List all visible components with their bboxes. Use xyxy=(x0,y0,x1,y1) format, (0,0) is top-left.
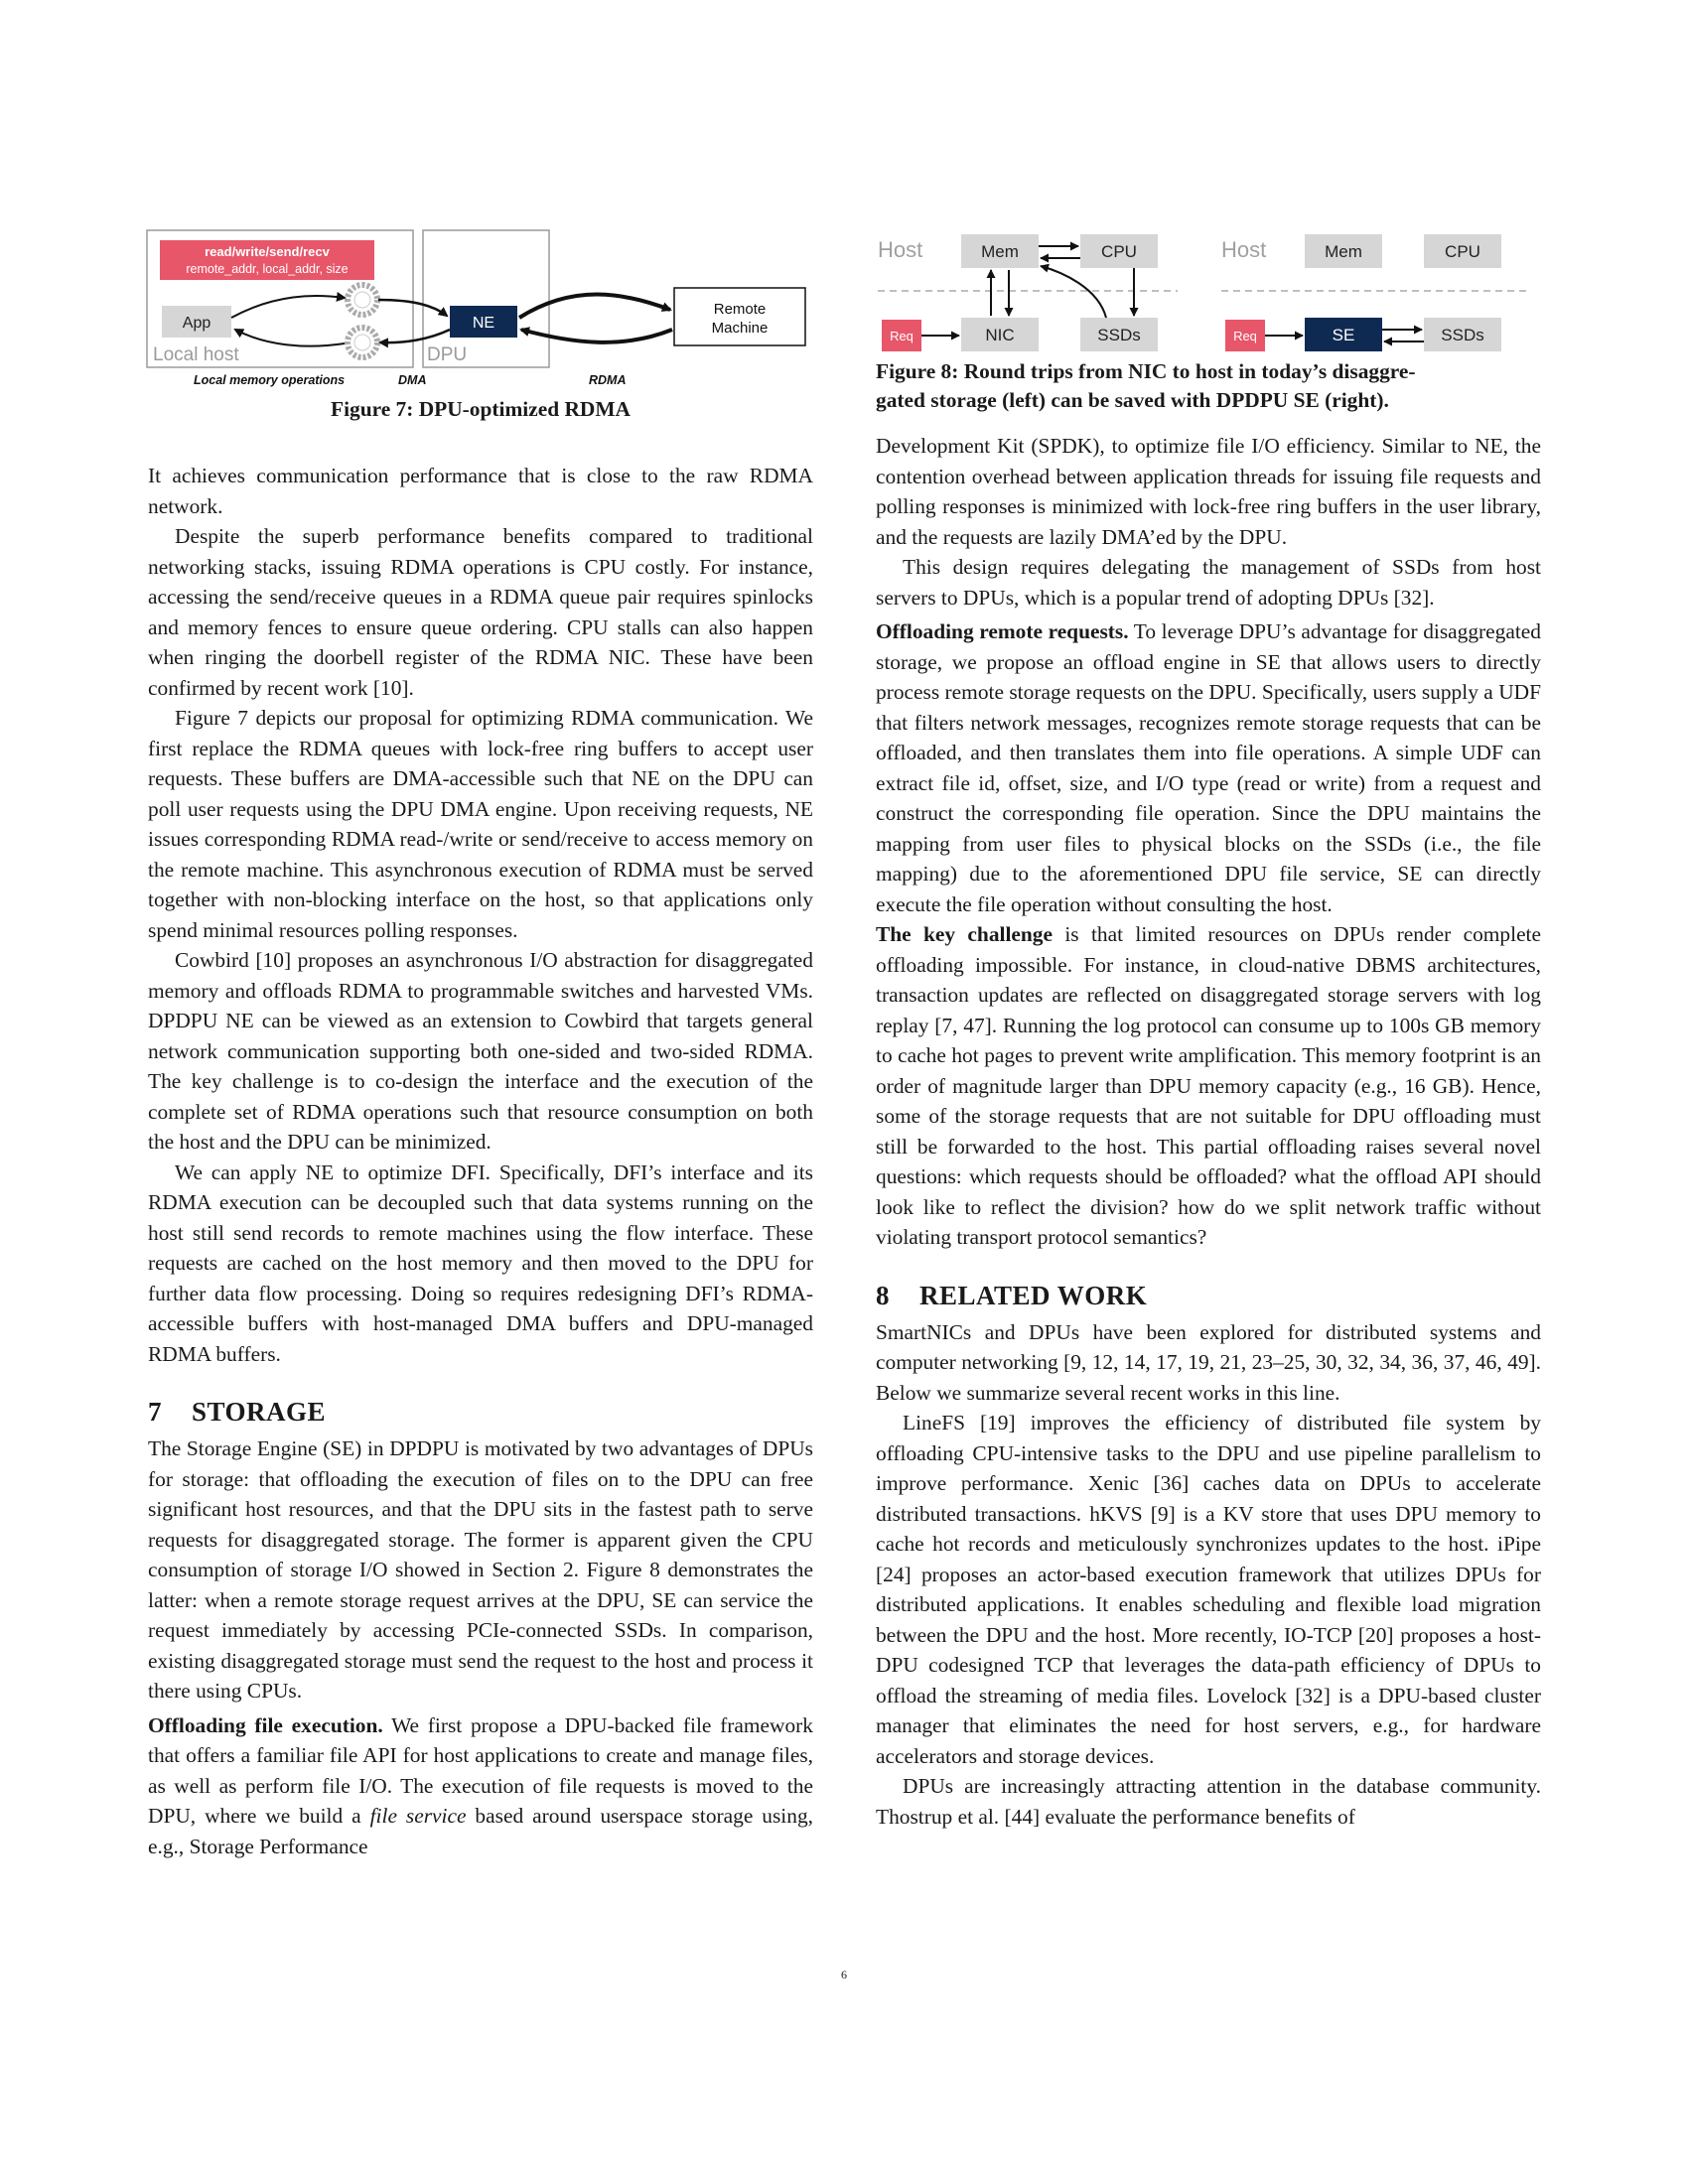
figure-8-diagram xyxy=(874,226,1549,355)
section-8-number: 8 xyxy=(876,1280,890,1310)
fig8-left-ssds-to-mem-arrow xyxy=(1041,266,1106,318)
figure-7-diagram xyxy=(146,226,821,393)
bottom-rdma-label: RDMA xyxy=(589,373,627,387)
left-paragraph-6: The Storage Engine (SE) in DPDPU is motivated by two advantages of DPUs for storage: that offloading the execution of files on to the DPU can free significant host resources, and that the DPU sits in the fastest path to serve requests for disaggregated storage. The former is apparent given the CPU consumption of storage I/O showed in Section 2. Figure 8 demonstrates the latter: when a remote storage request arrives at the DPU, SE can service the request immediately by accessing PCIe-connected SSDs. In comparison, existing disaggregated storage must send the request to the host and process it there using CPUs. xyxy=(148,1436,813,1703)
fig8-left-ssds-label: SSDs xyxy=(1097,326,1141,344)
right-paragraph-3 xyxy=(876,616,1541,919)
left-paragraph-4: Cowbird [10] proposes an asynchronous I/O abstraction for disaggregated memory and offloads RDMA to programmable switches and harvested VMs. DPDPU NE can be viewed as an extension to Cowbird that targets general network communication supporting both one-sided and two-sided RDMA. The key challenge is to co-design the interface and the execution of the complete set of RDMA operations such that resource consumption on both the host and the DPU can be minimized. xyxy=(148,948,813,1154)
figure-8-caption-line2: gated storage (left) can be saved with DPDPU SE (right). xyxy=(876,388,1389,412)
fig8-left-cpu-label: CPU xyxy=(1101,242,1137,261)
fig8-right-se-label: SE xyxy=(1332,326,1355,344)
figure-7-caption: Figure 7: DPU-optimized RDMA xyxy=(331,397,631,421)
fig8-left-nic-label: NIC xyxy=(985,326,1015,344)
ne-label: NE xyxy=(472,315,495,332)
left-column xyxy=(148,461,813,1861)
left-paragraph-3: Figure 7 depicts our proposal for optimizing RDMA communication. We first replace the RDMA queues with lock-free ring buffers to accept user requests. These buffers are DMA-accessible such that NE on the DPU can poll user requests using the DPU DMA engine. Upon receiving requests, NE issues corresponding RDMA read-/write or send/receive to access memory on the remote machine. This asynchronous execution of RDMA must be served together with non-blocking interface on the host, so that applications only spend minimal resources polling responses. xyxy=(148,706,813,942)
section-8-heading xyxy=(876,1281,1541,1311)
right-paragraph-3-text: To leverage DPU’s advantage for disaggregated storage, we propose an offload engine in SE that allows users to directly process remote storage requests on the DPU. Specifically, users supply a UDF that filters network messages, recognizes remote storage requests that can be offloaded, and then translates them into file operations. A simple UDF can extract file id, offset, size, and I/O type (read or write) from a request and construct the corresponding file operation. Since the DPU maintains the mapping from user files to physical blocks on the SSDs (i.e., the file mapping) due to the aforementioned DPU file service, SE can directly execute the file operation without consulting the host. xyxy=(876,619,1541,916)
runin-offloading-remote-requests: Offloading remote requests. xyxy=(876,619,1129,643)
page-number: 6 xyxy=(841,1968,847,1981)
buffer-to-app-arrow xyxy=(235,330,345,346)
fig8-left-mem-label: Mem xyxy=(981,242,1019,261)
remote-line2: Machine xyxy=(711,320,769,337)
runin-offloading-file-execution: Offloading file execution. xyxy=(148,1712,383,1737)
ne-to-remote-arrow xyxy=(519,295,670,319)
right-paragraph-5: SmartNICs and DPUs have been explored for distributed systems and computer networking [9, 12, 14, 17, 19, 21, 23–25, 30, 32, 34, 36, 37, 46, 49]. Below we summarize several recent works in this line. xyxy=(876,1319,1541,1405)
left-paragraph-7-text-a: We first propose a DPU-backed file framework that offers a familiar file API for host applications to create and manage files, as well as perform file I/O. The execution of file requests is moved to the DPU, where we build a xyxy=(148,1712,813,1828)
section-7-title: STORAGE xyxy=(192,1397,327,1427)
op-banner-line2: remote_addr, local_addr, size xyxy=(186,262,349,276)
right-paragraph-4-text: is that limited resources on DPUs render complete offloading impossible. For instance, in cloud-native DBMS architectures, transaction updates are reflected on disaggregated storage servers with log replay [7, 47]. Running the log protocol can consume up to 100s GB memory to cache hot pages to prevent write amplification. This memory footprint is an order of magnitude larger than DPU memory capacity (e.g., 16 GB). Hence, some of the storage requests that are not suitable for DPU offloading must still be forwarded to the host. This partial offloading raises several novel questions: which requests should be offloaded? what the offload API should look like to reflect the division? how do we split network traffic without violating transport protocol semantics? xyxy=(876,922,1541,1249)
fig8-right-host-label: Host xyxy=(1221,237,1267,262)
left-paragraph-5: We can apply NE to optimize DFI. Specifically, DFI’s interface and its RDMA execution can be decoupled such that data systems running on the host still send records to remote machines using the flow interface. These requests are cached on the host memory and then moved to the DPU for further data flow processing. Doing so requires redesigning DFI’s RDMA-accessible buffers with host-managed DMA buffers and DPU-managed RDMA buffers. xyxy=(148,1160,813,1366)
left-paragraph-7-text-b: based around userspace storage using, e.g., Storage Performance xyxy=(148,1804,813,1858)
right-paragraph-2: This design requires delegating the management of SSDs from host servers to DPUs, which is a popular trend of adopting DPUs [32]. xyxy=(876,555,1541,610)
right-column xyxy=(876,431,1541,1832)
right-paragraph-1: Development Kit (SPDK), to optimize file I/O efficiency. Similar to NE, the contention overhead between application threads for issuing file requests and polling responses is minimized with lock-free ring buffers in the user library, and the requests are lazily DMA’ed by the DPU. xyxy=(876,434,1541,549)
fig8-right-ssds-label: SSDs xyxy=(1441,326,1484,344)
bottom-local-label: Local memory operations xyxy=(194,373,346,387)
local-host-label: Local host xyxy=(153,344,239,365)
figure-8-caption xyxy=(876,357,1551,415)
bottom-dma-label: DMA xyxy=(398,373,427,387)
right-paragraph-6: LineFS [19] improves the efficiency of distributed file system by offloading CPU-intensive tasks to the DPU and use pipeline parallelism to improve performance. Xenic [36] caches data on DPUs to accelerate distributed transactions. hKVS [9] is a KV store that uses DPU memory to cache hot records and meticulously synchronizes updates to the host. iPipe [24] proposes an actor-based execution framework that utilizes DPUs for distributed applications. It enables scheduling and flexible load migration between the DPU and the host. More recently, IO-TCP [20] proposes a host-DPU codesigned TCP that leverages the data-path efficiency of DPUs to offload the streaming of media files. Lovelock [32] is a DPU-based cluster manager that eliminates the need for host servers, e.g., for hardware accelerators and storage devices. xyxy=(876,1411,1541,1768)
runin-key-challenge: The key challenge xyxy=(876,922,1053,946)
dpu-label: DPU xyxy=(427,344,468,365)
left-paragraph-1: It achieves communication performance that is close to the raw RDMA network. xyxy=(148,464,813,518)
ne-to-buffer-arrow xyxy=(380,330,450,342)
fig8-right-cpu-label: CPU xyxy=(1445,242,1480,261)
section-8-title: RELATED WORK xyxy=(919,1280,1148,1310)
right-paragraph-7: DPUs are increasingly attracting attention in the database community. Thostrup et al. [44] evaluate the performance benefits of xyxy=(876,1774,1541,1829)
op-banner-line1: read/write/send/recv xyxy=(205,244,330,259)
remote-line1: Remote xyxy=(713,301,767,318)
ring-buffer-bottom-icon xyxy=(348,328,377,357)
file-service-emphasis: file service xyxy=(369,1804,467,1828)
fig8-right-mem-label: Mem xyxy=(1325,242,1362,261)
fig8-left-req-label: Req xyxy=(890,329,914,343)
figure-8-caption-line1: Figure 8: Round trips from NIC to host in today’s disaggre- xyxy=(876,359,1416,383)
left-paragraph-7 xyxy=(148,1710,813,1862)
left-paragraph-2: Despite the superb performance benefits compared to traditional networking stacks, issuing RDMA operations is CPU costly. For instance, accessing the send/receive queues in a RDMA queue pair requires spinlocks and memory fences to ensure queue ordering. CPU stalls can also happen when ringing the doorbell register of the RDMA NIC. These have been confirmed by recent work [10]. xyxy=(148,524,813,700)
section-7-heading xyxy=(148,1397,813,1428)
ring-buffer-top-icon xyxy=(348,285,377,315)
section-7-number: 7 xyxy=(148,1397,162,1427)
fig8-left-host-label: Host xyxy=(878,237,923,262)
right-paragraph-4 xyxy=(876,919,1541,1253)
app-label: App xyxy=(182,315,211,332)
remote-to-ne-arrow xyxy=(521,330,672,342)
fig8-right-req-label: Req xyxy=(1233,329,1257,343)
app-to-buffer-arrow xyxy=(231,296,345,318)
